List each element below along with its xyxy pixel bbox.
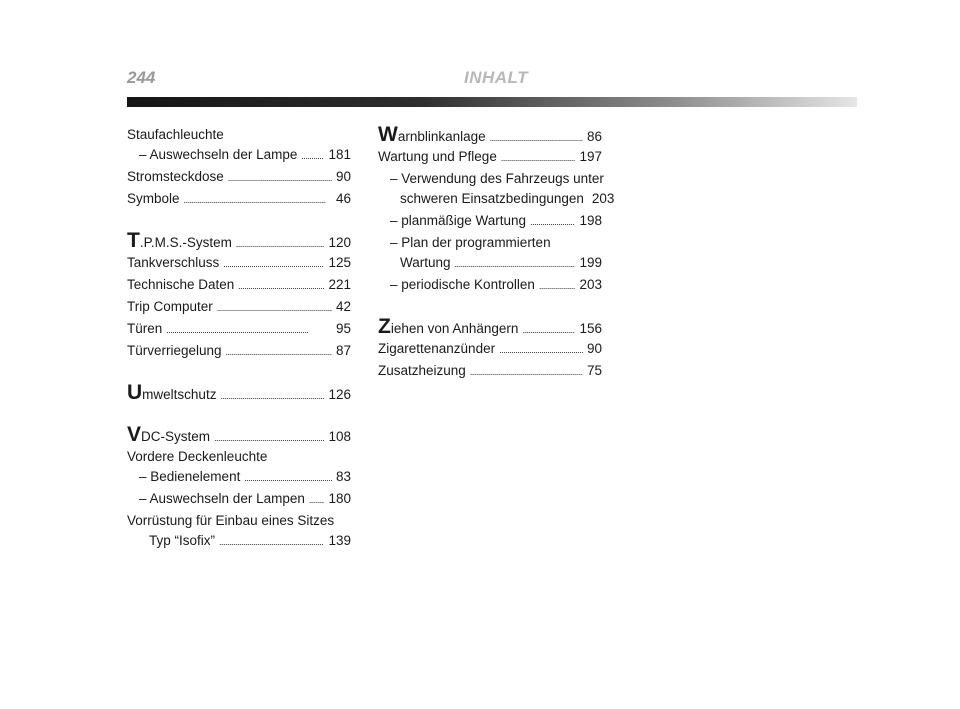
page-number: 244 (127, 68, 156, 87)
index-entry-label: Zusatzheizung (378, 363, 466, 378)
index-entry-page: 95 (335, 321, 351, 336)
page-title: INHALT (464, 68, 529, 87)
leader-dots (166, 318, 332, 341)
index-entry-page: 126 (328, 387, 351, 402)
index-entry-page: 86 (586, 129, 602, 144)
index-entry-page: 181 (328, 147, 351, 162)
leader-dots (220, 384, 324, 407)
header-rule (127, 97, 857, 107)
index-entry-page: 46 (335, 191, 351, 206)
leader-dots (470, 360, 583, 383)
section-gap (127, 210, 351, 230)
index-entry[interactable] (127, 510, 351, 530)
index-entry-label: – Auswechseln der Lampen (139, 491, 305, 506)
index-entry[interactable] (378, 188, 615, 210)
index-entry-label: – Bedienelement (139, 469, 241, 484)
index-entry-label: – Verwendung des Fahrzeugs unter (390, 171, 604, 186)
index-entry-page: 90 (586, 341, 602, 356)
index-entry-page: 139 (328, 533, 351, 548)
section-letter: U (127, 381, 143, 404)
index-entry-label (378, 124, 486, 148)
index-entry[interactable] (127, 424, 351, 446)
index-entry-label: Typ “Isofix” (149, 533, 216, 548)
index-entry-page: 42 (335, 299, 351, 314)
index-entry-label: Stromsteckdose (127, 169, 224, 184)
index-entry[interactable] (378, 168, 602, 188)
index-entry-page: 199 (579, 255, 602, 270)
leader-dots (301, 144, 324, 167)
index-entry[interactable] (378, 232, 602, 252)
index-entry-text: DC-System (141, 429, 211, 444)
index-entry-text: arnblinkanlage (397, 129, 486, 144)
index-entry[interactable] (127, 382, 351, 404)
index-entry[interactable] (127, 166, 351, 188)
leader-dots (501, 146, 576, 169)
index-entry[interactable] (127, 144, 351, 166)
index-entry[interactable] (378, 124, 602, 146)
index-entry-label: Vordere Deckenleuchte (127, 449, 268, 464)
index-entry[interactable] (127, 446, 351, 466)
leader-dots (238, 274, 324, 297)
section-letter: Z (378, 315, 391, 338)
index-entry-label: Trip Computer (127, 299, 213, 314)
index-column-right (378, 123, 615, 382)
index-entry-page: 156 (579, 321, 602, 336)
index-entry-page: 221 (328, 277, 351, 292)
section-letter: T (127, 229, 140, 252)
index-entry[interactable] (378, 274, 602, 296)
index-entry[interactable] (378, 316, 602, 338)
leader-dots (217, 296, 332, 319)
index-entry[interactable] (127, 466, 351, 488)
section-letter: W (378, 123, 398, 146)
index-entry[interactable] (127, 124, 351, 144)
index-entry-page: 83 (335, 469, 351, 484)
index-entry-label: Staufachleuchte (127, 127, 224, 142)
leader-dots (539, 274, 576, 297)
index-entry-page: 203 (579, 277, 602, 292)
leader-dots (226, 340, 332, 363)
leader-dots (530, 210, 575, 233)
index-entry-label: Vorrüstung für Einbau eines Sitzes (127, 513, 335, 528)
index-entry-label: Türverriegelung (127, 343, 222, 358)
section-letter: V (127, 423, 142, 446)
index-entry[interactable] (127, 488, 351, 510)
index-entry-page: 197 (579, 149, 602, 164)
index-entry[interactable] (127, 340, 351, 362)
index-entry-page: 75 (586, 363, 602, 378)
index-entry-label: Wartung und Pflege (378, 149, 497, 164)
index-entry[interactable] (127, 530, 351, 552)
index-entry-page: 198 (579, 213, 602, 228)
index-entry-page: 108 (328, 429, 351, 444)
index-entry-label: Symbole (127, 191, 180, 206)
index-entry-label: schweren Einsatzbedingungen (400, 191, 584, 206)
index-entry[interactable] (378, 360, 602, 382)
section-gap (127, 404, 351, 424)
index-entry-label: – periodische Kontrollen (390, 277, 535, 292)
index-entry[interactable] (127, 274, 351, 296)
index-column-left (127, 124, 351, 552)
index-entry[interactable] (127, 296, 351, 318)
index-entry-label: – planmäßige Wartung (390, 213, 527, 228)
leader-dots (228, 166, 332, 189)
index-entry[interactable] (127, 318, 351, 340)
index-entry[interactable] (127, 188, 351, 210)
leader-dots (244, 466, 332, 489)
index-entry[interactable] (378, 146, 602, 168)
index-entry-page: 120 (328, 235, 351, 250)
index-entry-page: 87 (335, 343, 351, 358)
index-entry-label: Zigarettenanzünder (378, 341, 496, 356)
leader-dots (184, 188, 332, 211)
leader-dots (455, 252, 576, 275)
index-entry-label: Tankverschluss (127, 255, 220, 270)
index-entry-label: Wartung (400, 255, 451, 270)
index-entry-page: 90 (335, 169, 351, 184)
index-entry-text: .P.M.S.-System (139, 235, 232, 250)
index-entry[interactable] (378, 338, 602, 360)
leader-dots (223, 252, 324, 275)
index-entry-text: iehen von Anhängern (390, 321, 519, 336)
index-entry-page: 203 (591, 191, 615, 206)
index-entry-page: 125 (328, 255, 351, 270)
index-entry-label: – Auswechseln der Lampe (139, 147, 298, 162)
index-entry-label (127, 230, 232, 254)
index-entry[interactable] (127, 252, 351, 274)
index-entry[interactable] (378, 252, 602, 274)
leader-dots (499, 338, 583, 361)
index-entry-label: Technische Daten (127, 277, 235, 292)
section-gap (127, 362, 351, 382)
section-gap (378, 296, 602, 316)
index-entry-label (127, 424, 210, 448)
index-entry-label: – Plan der programmierten (390, 235, 551, 250)
leader-dots (309, 488, 325, 511)
index-entry-label (378, 316, 518, 340)
index-entry-label (127, 382, 216, 406)
leader-dots (219, 530, 324, 553)
index-entry-label: Türen (127, 321, 163, 336)
index-entry[interactable] (127, 230, 351, 252)
index-entry-text: mweltschutz (142, 387, 217, 402)
index-entry[interactable] (378, 210, 602, 232)
index-entry-page: 180 (328, 491, 351, 506)
